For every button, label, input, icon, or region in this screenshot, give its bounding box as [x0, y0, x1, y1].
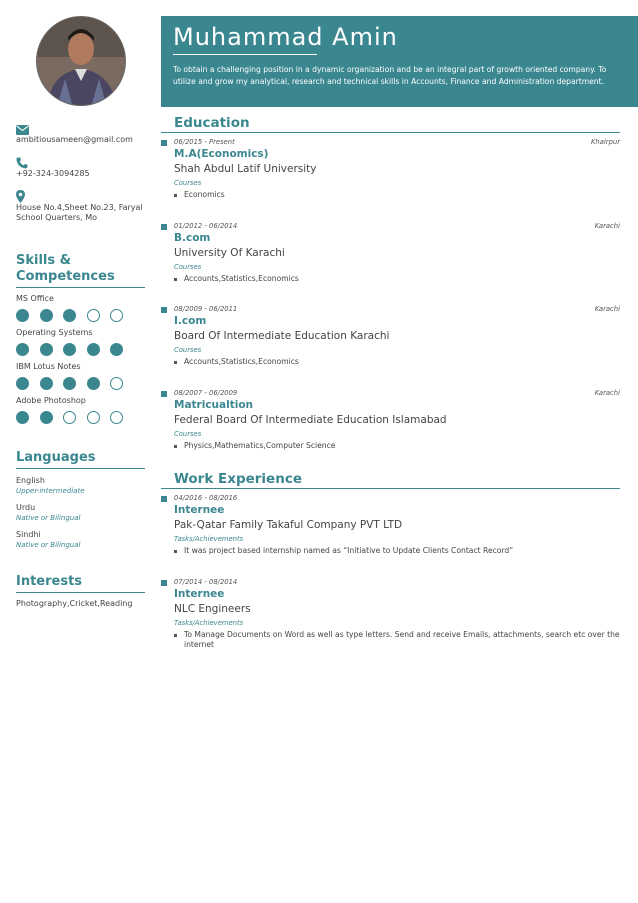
interests-divider — [16, 592, 145, 593]
courses-label: Courses — [174, 262, 202, 271]
skill-name: Operating Systems — [16, 328, 93, 337]
work-entry — [161, 493, 620, 557]
rating-dot-empty — [110, 377, 123, 390]
courses-label: Courses — [174, 346, 202, 354]
degree-title: M.A(Economics) — [174, 148, 269, 160]
entry-location: Khairpur — [590, 138, 620, 146]
bullet — [174, 278, 177, 281]
rating-dot-filled — [16, 343, 29, 356]
language-name: Sindhi — [16, 530, 41, 539]
bullet — [174, 445, 177, 448]
entry-dates: 07/2014 - 08/2014 — [174, 577, 238, 586]
work-heading: Work Experience — [174, 471, 302, 487]
work-section — [161, 471, 620, 651]
languages-divider — [16, 468, 145, 469]
entry-dates: 01/2012 - 06/2014 — [174, 221, 238, 230]
skill-item — [16, 328, 145, 356]
course-item — [174, 190, 620, 201]
education-heading: Education — [174, 115, 250, 131]
degree-title: I.com — [174, 315, 207, 327]
education-divider — [161, 132, 620, 133]
company-name: NLC Engineers — [174, 602, 251, 615]
skill-rating — [16, 377, 145, 390]
header-banner — [161, 16, 638, 107]
skill-item — [16, 294, 145, 322]
education-entry — [161, 137, 620, 201]
main-content — [161, 115, 620, 651]
entry-marker — [161, 224, 167, 230]
entry-meta — [174, 388, 620, 398]
degree-title: Matricualtion — [174, 398, 254, 411]
rating-dot-empty — [87, 309, 100, 322]
rating-dot-filled — [40, 377, 53, 390]
skill-item — [16, 362, 145, 390]
rating-dot-empty — [110, 411, 123, 424]
bullet — [174, 194, 177, 197]
rating-dot-filled — [110, 343, 123, 356]
course-text: Accounts,Statistics,Economics — [184, 357, 299, 366]
languages-section — [16, 450, 145, 550]
language-item — [16, 530, 145, 550]
rating-dot-filled — [63, 309, 76, 322]
company-name: Pak-Qatar Family Takaful Company PVT LTD — [174, 519, 403, 531]
education-entry — [161, 221, 620, 285]
institution-name: Shah Abdul Latif University — [174, 163, 317, 175]
bullet — [174, 634, 177, 637]
task-text: It was project based internship named as “Initiative to Update Clients Contact Record” — [184, 546, 514, 555]
objective-text: To obtain a challenging position in a dynamic organization and be an integral part of growth oriented company. To utilize and grow my analytical, research and technical skills in Accounts, Finance and Administration department. — [173, 65, 607, 86]
interests-section — [16, 574, 145, 608]
entry-location: Karachi — [594, 388, 620, 397]
candidate-name: Muhammad Amin — [173, 23, 398, 51]
entry-meta — [174, 221, 620, 231]
sidebar — [16, 16, 145, 608]
address-text: House No.4,Sheet No.23, Faryal School Quarters, Mo — [16, 203, 143, 222]
skill-name: IBM Lotus Notes — [16, 362, 81, 371]
institution-name: University Of Karachi — [174, 246, 285, 259]
task-text: To Manage Documents on Word as well as type letters. Send and receive Emails, attachments, search etc over the internet — [184, 629, 620, 649]
entry-meta — [174, 304, 620, 314]
entry-location: Karachi — [594, 305, 620, 313]
entry-dates: 08/2007 - 06/2009 — [174, 388, 238, 397]
education-entry — [161, 304, 620, 368]
rating-dot-filled — [16, 309, 29, 322]
contact-info — [16, 120, 145, 223]
entry-marker — [161, 140, 167, 146]
language-item — [16, 503, 145, 523]
courses-label: Courses — [174, 179, 202, 187]
entry-dates: 08/2009 - 06/2011 — [174, 305, 238, 313]
rating-dot-empty — [87, 411, 100, 424]
contact-phone — [16, 154, 145, 179]
rating-dot-filled — [16, 377, 29, 390]
course-text: Accounts,Statistics,Economics — [184, 273, 299, 283]
skill-rating — [16, 411, 145, 424]
contact-email — [16, 120, 145, 145]
skill-name: Adobe Photoshop — [16, 396, 86, 405]
rating-dot-filled — [63, 343, 76, 356]
language-level: Upper-intermediate — [16, 487, 85, 495]
languages-heading: Languages — [16, 450, 96, 465]
institution-name: Board Of Intermediate Education Karachi — [174, 330, 390, 342]
interests-text: Photography,Cricket,Reading — [16, 599, 133, 608]
tasks-label: Tasks/Achievements — [174, 535, 244, 543]
rating-dot-empty — [63, 411, 76, 424]
phone-icon — [16, 154, 145, 167]
entry-location: Karachi — [594, 221, 620, 230]
course-item — [174, 441, 620, 452]
course-item — [174, 274, 620, 285]
tasks-label: Tasks/Achievements — [174, 618, 244, 627]
entry-marker — [161, 580, 167, 586]
email-text[interactable]: ambitiousameen@gmail.com — [16, 135, 133, 144]
skills-section — [16, 253, 145, 424]
skills-heading: Skills & Competences — [16, 253, 115, 284]
bullet — [174, 361, 177, 364]
task-item — [174, 630, 620, 651]
name-underline — [173, 54, 317, 55]
skill-name: MS Office — [16, 294, 54, 303]
work-list — [161, 493, 620, 651]
education-list — [161, 137, 620, 451]
bullet — [174, 550, 177, 553]
entry-marker — [161, 307, 167, 313]
rating-dot-filled — [40, 309, 53, 322]
institution-name: Federal Board Of Intermediate Education Islamabad — [174, 413, 447, 426]
entry-meta — [174, 577, 620, 587]
education-entry — [161, 388, 620, 452]
phone-text: +92-324-3094285 — [16, 169, 90, 178]
profile-photo-image — [37, 17, 126, 106]
rating-dot-empty — [110, 309, 123, 322]
job-title: Internee — [174, 504, 225, 516]
degree-title: B.com — [174, 231, 211, 244]
entry-marker — [161, 391, 167, 397]
rating-dot-filled — [40, 411, 53, 424]
language-name: English — [16, 476, 45, 485]
entry-meta — [174, 137, 620, 147]
rating-dot-filled — [87, 343, 100, 356]
course-text: Physics,Mathematics,Computer Science — [184, 440, 336, 450]
education-section — [161, 115, 620, 451]
skills-list — [16, 294, 145, 424]
envelope-icon — [16, 120, 145, 133]
task-item — [174, 546, 620, 557]
skill-rating — [16, 309, 145, 322]
languages-list — [16, 476, 145, 550]
course-item — [174, 357, 620, 368]
skills-divider — [16, 287, 145, 288]
language-name: Urdu — [16, 503, 36, 512]
rating-dot-filled — [16, 411, 29, 424]
job-title: Internee — [174, 587, 225, 600]
skill-item — [16, 396, 145, 424]
course-text: Economics — [184, 190, 225, 199]
language-level: Native or Bilingual — [16, 514, 81, 522]
contact-address — [16, 188, 145, 223]
rating-dot-filled — [40, 343, 53, 356]
profile-photo — [36, 16, 126, 106]
location-pin-icon — [16, 188, 145, 201]
rating-dot-filled — [63, 377, 76, 390]
interests-heading: Interests — [16, 574, 83, 589]
entry-marker — [161, 496, 167, 502]
language-item — [16, 476, 145, 496]
entry-dates: 04/2016 - 08/2016 — [174, 494, 238, 502]
work-divider — [161, 488, 620, 489]
skill-rating — [16, 343, 145, 356]
entry-dates: 06/2015 - Present — [174, 138, 235, 146]
entry-meta — [174, 493, 620, 503]
language-level: Native or Bilingual — [16, 541, 81, 549]
rating-dot-filled — [87, 377, 100, 390]
courses-label: Courses — [174, 429, 202, 438]
work-entry — [161, 577, 620, 651]
